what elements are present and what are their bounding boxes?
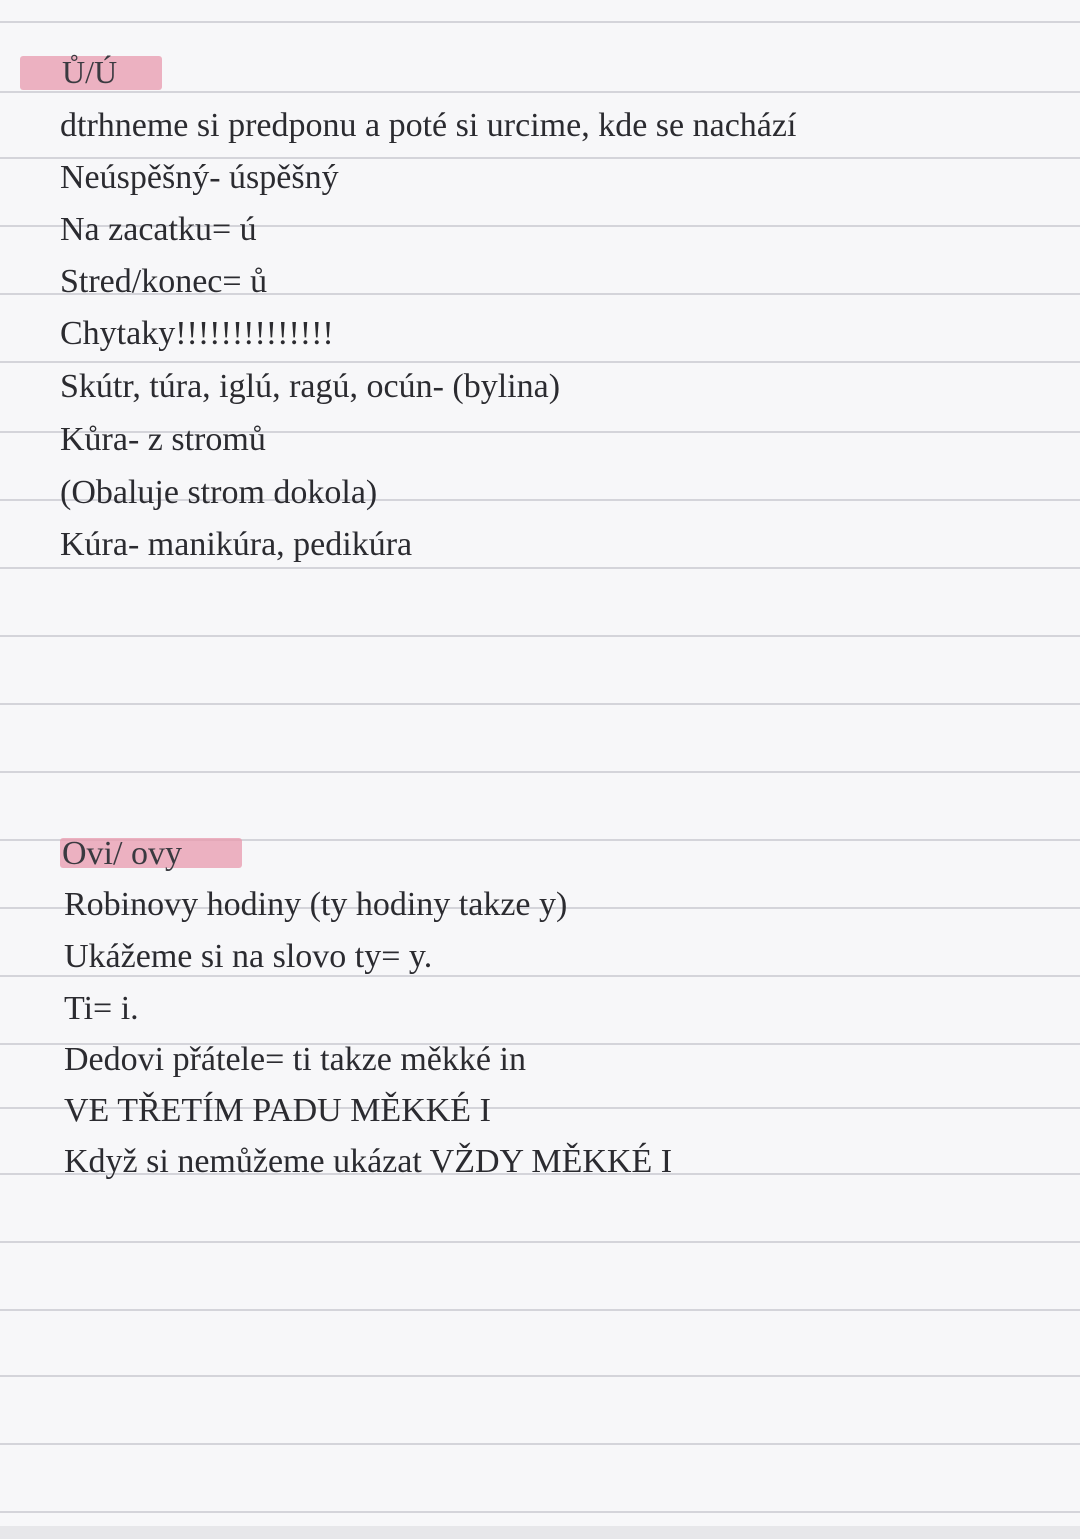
- note-line: Na zacatku= ú: [60, 211, 257, 248]
- note-line: (Obaluje strom dokola): [60, 474, 378, 511]
- note-line: Neúspěšný- úspěšný: [60, 159, 339, 196]
- note-line: Stred/konec= ů: [60, 263, 268, 300]
- note-line: Dedovi přátele= ti takze měkké in: [64, 1041, 526, 1078]
- note-line: dtrhneme si predponu a poté si urcime, kde se nachází: [60, 107, 797, 144]
- section-heading: [62, 834, 182, 874]
- note-line: Když si nemůžeme ukázat VŽDY MĚKKÉ I: [64, 1143, 673, 1180]
- note-line: Robinovy hodiny (ty hodiny takze y): [64, 886, 568, 923]
- note-line: Kúra- manikúra, pedikúra: [60, 526, 413, 563]
- note-line: Chytaky!!!!!!!!!!!!!!: [60, 315, 334, 352]
- note-line: Skútr, túra, iglú, ragú, ocún- (bylina): [60, 368, 561, 405]
- section-heading: [62, 52, 117, 92]
- note-line: Ti= i.: [64, 990, 139, 1027]
- page-bottom-edge: [0, 1526, 1080, 1539]
- section-heading-text: Ovi/ ovy: [62, 835, 182, 872]
- note-line: VE TŘETÍM PADU MĚKKÉ I: [64, 1092, 491, 1129]
- note-line: Kůra- z stromů: [60, 421, 266, 458]
- section-heading-text: Ů/Ú: [62, 54, 118, 90]
- note-line: Ukážeme si na slovo ty= y.: [64, 938, 433, 975]
